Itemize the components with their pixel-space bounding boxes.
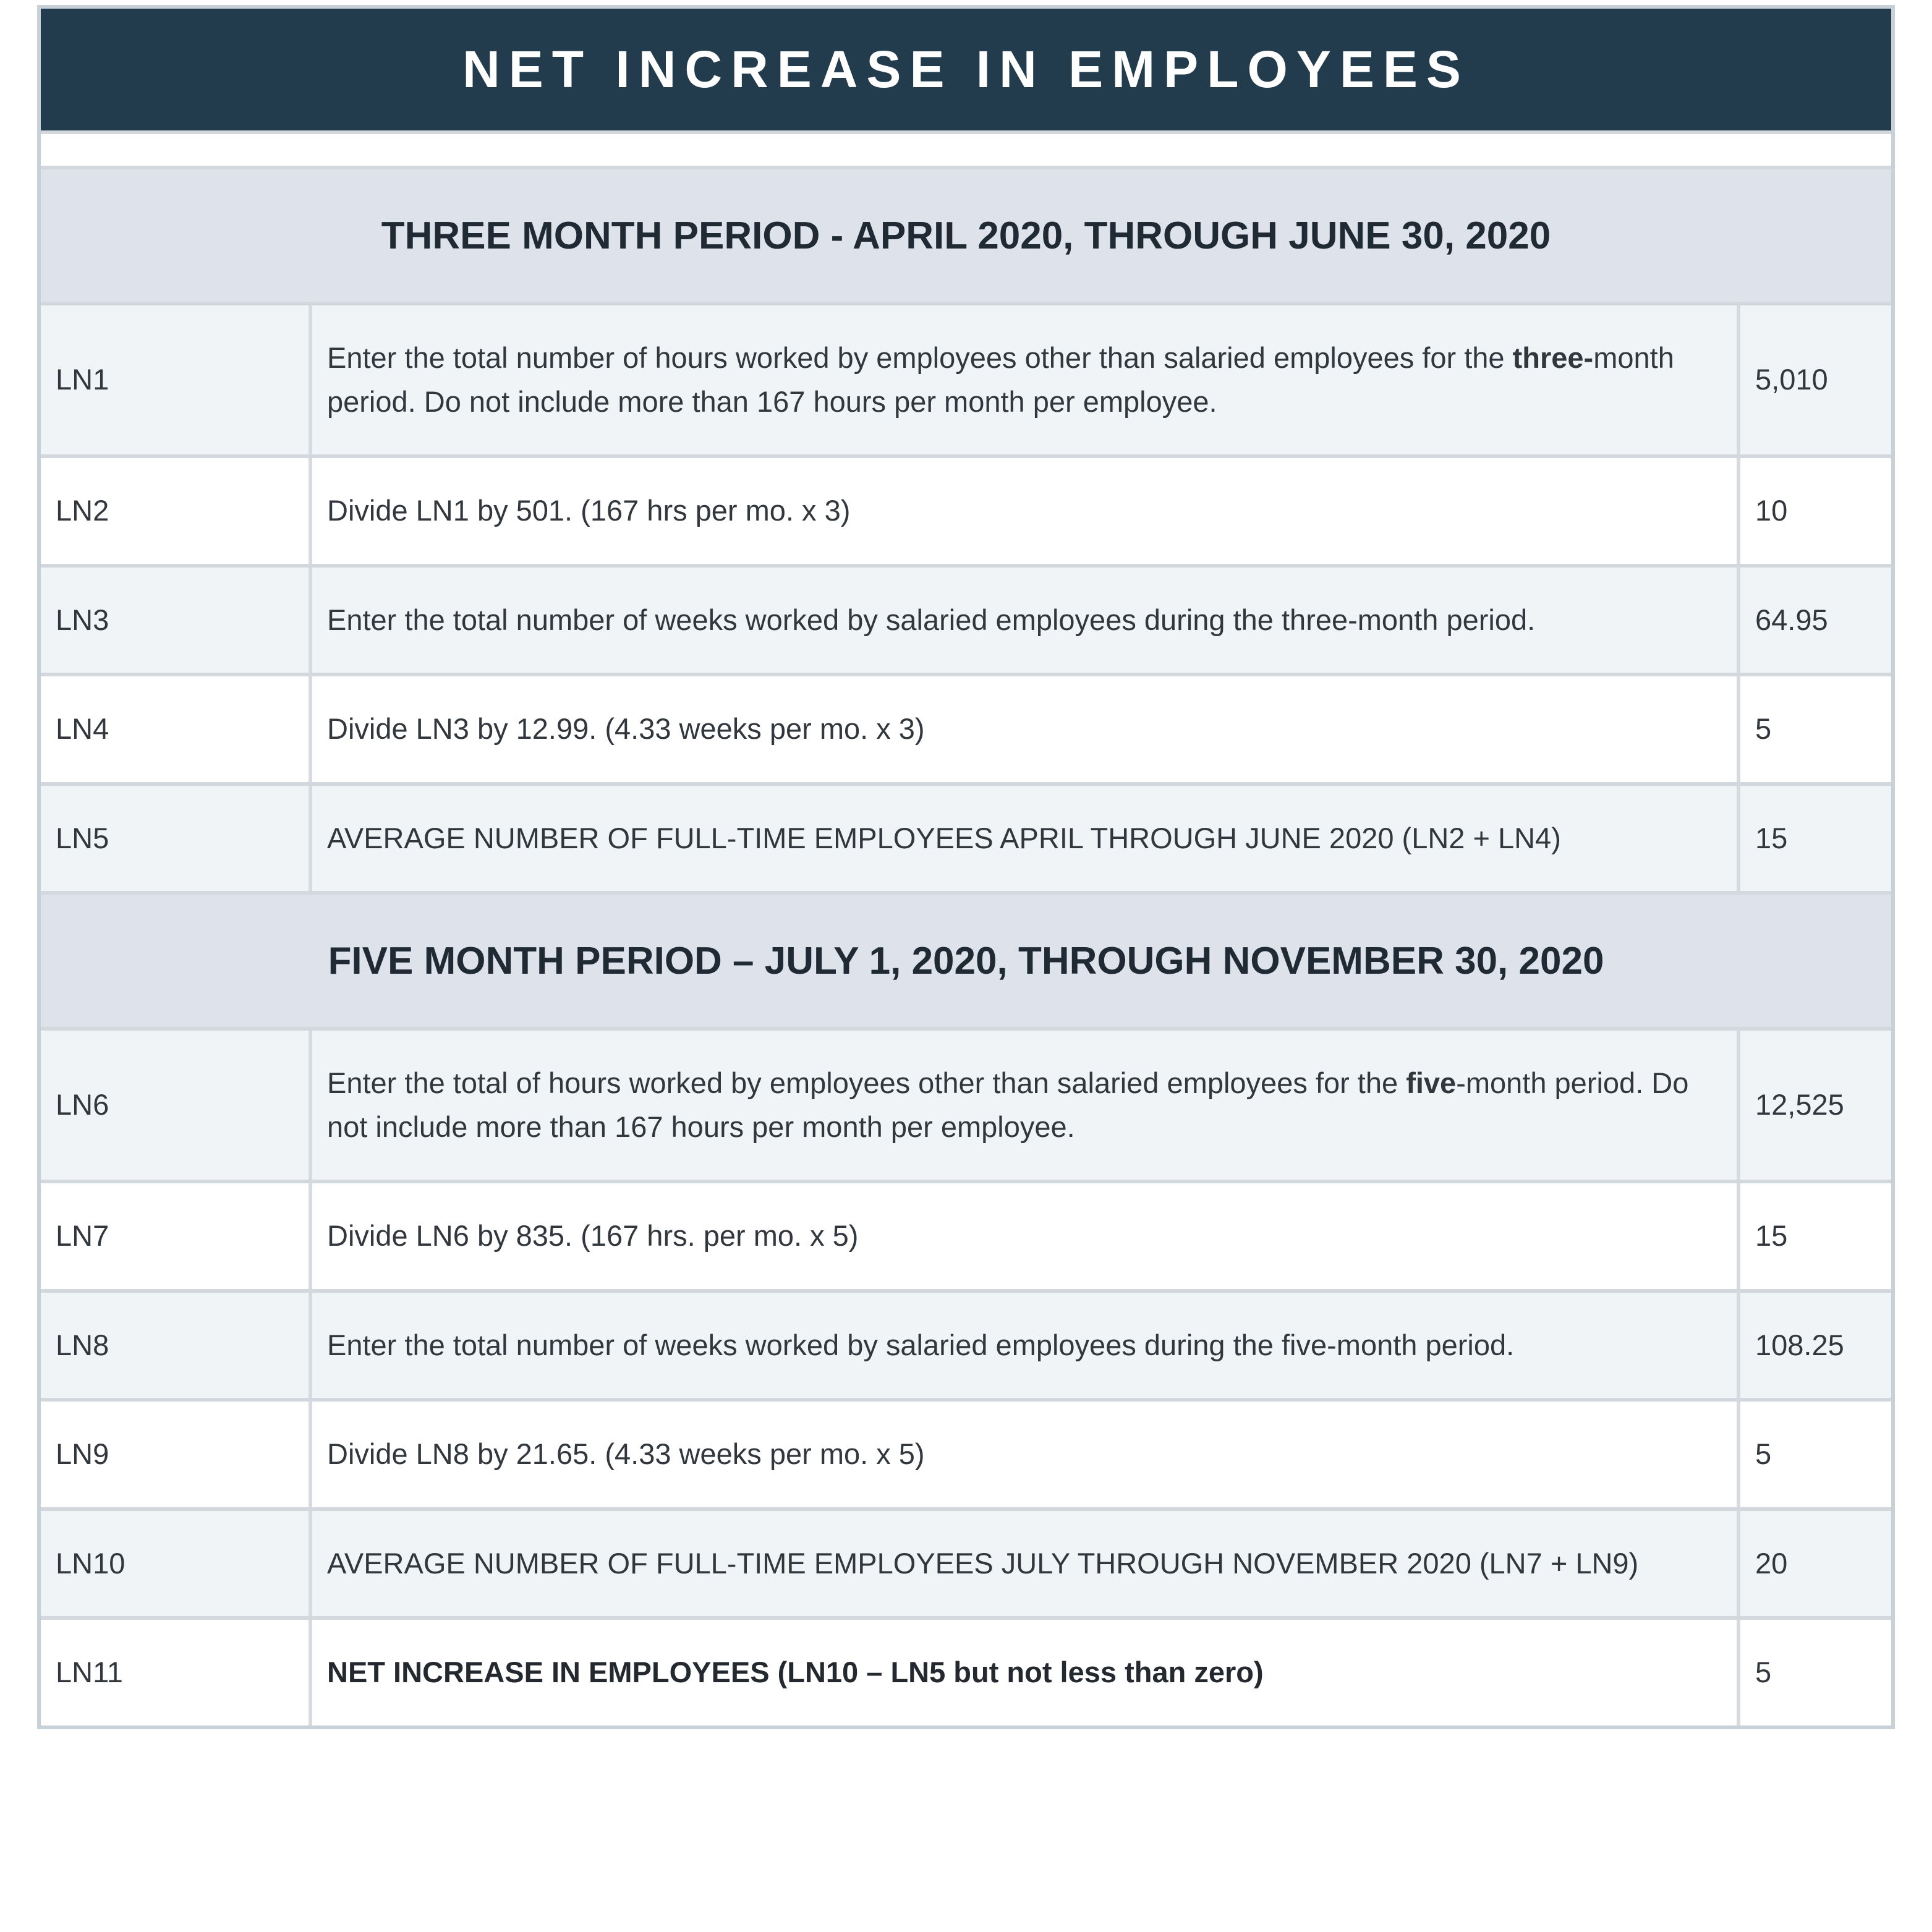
row-label: [41, 458, 309, 564]
row-label-text: LN5: [56, 821, 109, 854]
table-row-ln1: [41, 302, 1891, 454]
row-description-text: [327, 1542, 1638, 1586]
table-row-ln11: [41, 1616, 1891, 1726]
table-row-ln10: [41, 1507, 1891, 1617]
row-value: [1737, 786, 1891, 892]
row-description: [309, 1620, 1737, 1726]
row-value-text: 5: [1755, 1437, 1772, 1470]
row-label: [41, 568, 309, 673]
table-row-ln4: [41, 673, 1891, 782]
description-segment: NET INCREASE IN EMPLOYEES (LN10 – LN5 but not less than zero): [327, 1656, 1264, 1688]
description-bold-segment: five: [1406, 1066, 1457, 1099]
row-label: [41, 676, 309, 782]
row-value: [1737, 676, 1891, 782]
row-label-text: LN4: [56, 712, 109, 745]
row-description-text: [327, 1062, 1722, 1149]
row-value: [1737, 1183, 1891, 1289]
row-description: [309, 458, 1737, 564]
description-segment: Enter the total number of weeks worked by salaried employees during the three-month period.: [327, 603, 1536, 636]
page-title: NET INCREASE IN EMPLOYEES: [462, 40, 1470, 98]
row-description-text: [327, 1432, 925, 1476]
table-row-ln6: [41, 1027, 1891, 1180]
row-label: [41, 1620, 309, 1726]
table-row-ln8: [41, 1289, 1891, 1398]
description-segment: Enter the total of hours worked by employees other than salaried employees for the: [327, 1066, 1406, 1099]
row-description-text: [327, 1324, 1514, 1368]
table-row-ln7: [41, 1180, 1891, 1289]
row-value-text: 64.95: [1755, 603, 1828, 636]
row-label: [41, 1183, 309, 1289]
row-label-text: LN7: [56, 1219, 109, 1252]
table-row-ln9: [41, 1398, 1891, 1507]
row-description-text: [327, 707, 925, 751]
row-value-text: 5,010: [1755, 363, 1828, 396]
description-bold-segment: three-: [1512, 341, 1594, 374]
row-label-text: LN8: [56, 1328, 109, 1361]
row-label: [41, 305, 309, 454]
row-label-text: LN6: [56, 1088, 109, 1121]
table-row-ln5: [41, 782, 1891, 892]
description-segment: -month period. Do not include more than 167 hours per month per employee.: [327, 1066, 1689, 1143]
section-header-text: FIVE MONTH PERIOD – JULY 1, 2020, THROUGH NOVEMBER 30, 2020: [328, 939, 1604, 982]
row-value-text: 15: [1755, 1219, 1788, 1252]
description-segment: month period. Do not include more than 167 hours per month per employee.: [327, 341, 1674, 418]
row-label-text: LN11: [56, 1656, 123, 1688]
row-description: [309, 1293, 1737, 1398]
row-label: [41, 1402, 309, 1507]
row-value-text: 5: [1755, 712, 1772, 745]
row-description: [309, 1183, 1737, 1289]
row-label-text: LN1: [56, 363, 109, 396]
row-value: [1737, 305, 1891, 454]
row-description: [309, 676, 1737, 782]
row-value: [1737, 568, 1891, 673]
row-value-text: 108.25: [1755, 1328, 1844, 1361]
description-segment: Divide LN3 by 12.99. (4.33 weeks per mo. x 3): [327, 712, 925, 745]
row-label-text: LN10: [56, 1546, 126, 1580]
section-header-five-month: [41, 891, 1891, 1027]
row-description: [309, 1402, 1737, 1507]
row-description: [309, 305, 1737, 454]
description-segment: Divide LN8 by 21.65. (4.33 weeks per mo. x 5): [327, 1437, 925, 1470]
description-segment: AVERAGE NUMBER OF FULL-TIME EMPLOYEES APRIL THROUGH JUNE 2020 (LN2 + LN4): [327, 821, 1561, 854]
row-description: [309, 1031, 1737, 1180]
row-description: [309, 1511, 1737, 1617]
row-description-text: [327, 489, 850, 533]
row-description: [309, 786, 1737, 892]
description-segment: AVERAGE NUMBER OF FULL-TIME EMPLOYEES JULY THROUGH NOVEMBER 2020 (LN7 + LN9): [327, 1546, 1639, 1580]
row-label-text: LN2: [56, 494, 109, 527]
row-value: [1737, 1293, 1891, 1398]
row-description-text: [327, 1651, 1264, 1695]
row-label: [41, 1511, 309, 1617]
row-label-text: LN9: [56, 1437, 109, 1470]
row-value-text: 5: [1755, 1656, 1772, 1688]
row-label: [41, 1031, 309, 1180]
table-row-ln2: [41, 454, 1891, 564]
row-value: [1737, 1620, 1891, 1726]
row-value: [1737, 1031, 1891, 1180]
spacer-row: [41, 130, 1891, 166]
row-value-text: 20: [1755, 1546, 1788, 1580]
row-value: [1737, 458, 1891, 564]
net-increase-worksheet: [37, 5, 1895, 1729]
row-label: [41, 1293, 309, 1398]
row-description: [309, 568, 1737, 673]
row-value-text: 15: [1755, 821, 1788, 854]
row-description-text: [327, 1214, 858, 1258]
section-header-three-month: [41, 166, 1891, 302]
section-header-text: THREE MONTH PERIOD - APRIL 2020, THROUGH JUNE 30, 2020: [381, 214, 1551, 257]
title-bar: [41, 9, 1891, 130]
description-segment: Enter the total number of weeks worked by salaried employees during the five-month period.: [327, 1328, 1515, 1361]
row-value-text: 12,525: [1755, 1088, 1844, 1121]
row-description-text: [327, 336, 1722, 423]
row-description-text: [327, 598, 1535, 642]
description-segment: Divide LN6 by 835. (167 hrs. per mo. x 5): [327, 1219, 859, 1252]
row-value-text: 10: [1755, 494, 1788, 527]
row-description-text: [327, 817, 1561, 861]
table-row-ln3: [41, 564, 1891, 673]
description-segment: Enter the total number of hours worked by employees other than salaried employees for the: [327, 341, 1513, 374]
row-value: [1737, 1511, 1891, 1617]
row-label-text: LN3: [56, 603, 109, 636]
row-value: [1737, 1402, 1891, 1507]
description-segment: Divide LN1 by 501. (167 hrs per mo. x 3): [327, 494, 851, 527]
row-label: [41, 786, 309, 892]
